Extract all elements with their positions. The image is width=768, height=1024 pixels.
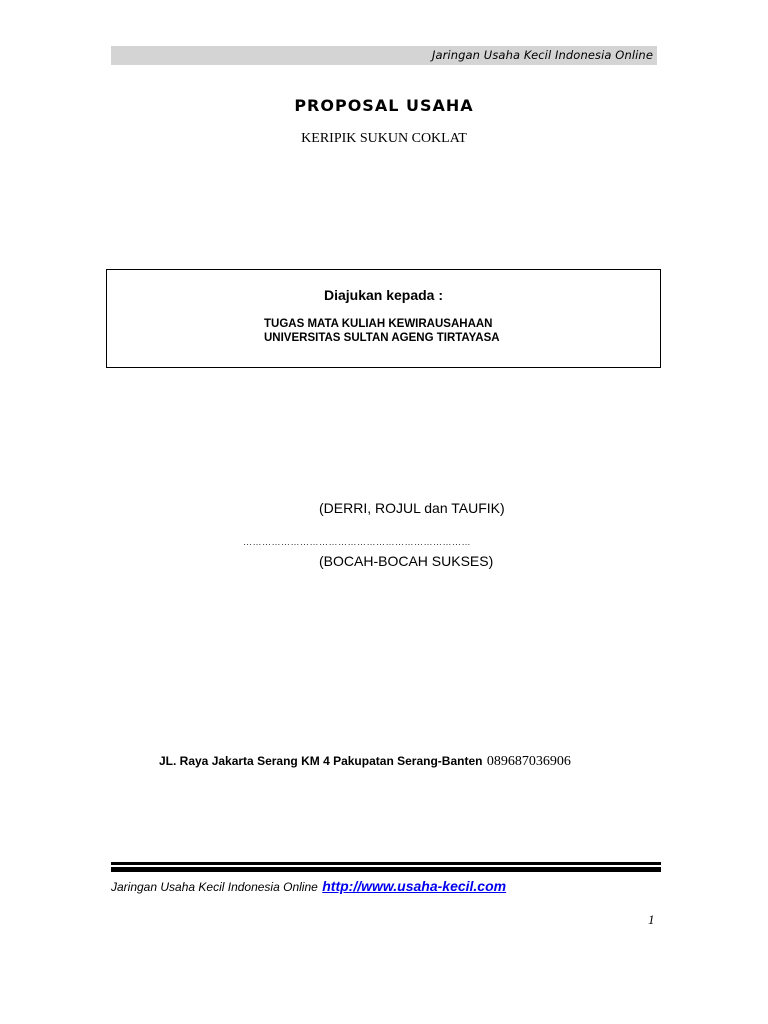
address-line xyxy=(159,752,571,770)
document-title: PROPOSAL USAHA xyxy=(294,96,474,115)
footer-rule-thick xyxy=(111,867,661,872)
footer-text: Jaringan Usaha Kecil Indonesia Online xyxy=(111,880,318,894)
footer-link[interactable]: http://www.usaha-kecil.com xyxy=(322,878,507,894)
document-subtitle: KERIPIK SUKUN COKLAT xyxy=(301,131,467,146)
submission-heading: Diajukan kepada : xyxy=(323,287,444,303)
submission-line-university: UNIVERSITAS SULTAN AGENG TIRTAYASA xyxy=(264,332,500,344)
submission-line-course: TUGAS MATA KULIAH KEWIRAUSAHAAN xyxy=(264,318,493,330)
address-street: JL. Raya Jakarta Serang KM 4 Pakupatan Serang-Banten xyxy=(159,754,483,768)
header-text: Jaringan Usaha Kecil Indonesia Online xyxy=(431,48,653,62)
submission-box xyxy=(106,269,661,368)
footer-rule-thin xyxy=(111,862,661,865)
header-bar xyxy=(111,46,657,65)
dotted-line: ……………………………………………………………… xyxy=(243,537,471,547)
address-phone: 089687036906 xyxy=(486,754,571,769)
page-number: 1 xyxy=(648,912,655,927)
group-name: (BOCAH-BOCAH SUKSES) xyxy=(319,553,494,569)
footer xyxy=(111,878,506,896)
author-names: (DERRI, ROJUL dan TAUFIK) xyxy=(319,500,505,516)
